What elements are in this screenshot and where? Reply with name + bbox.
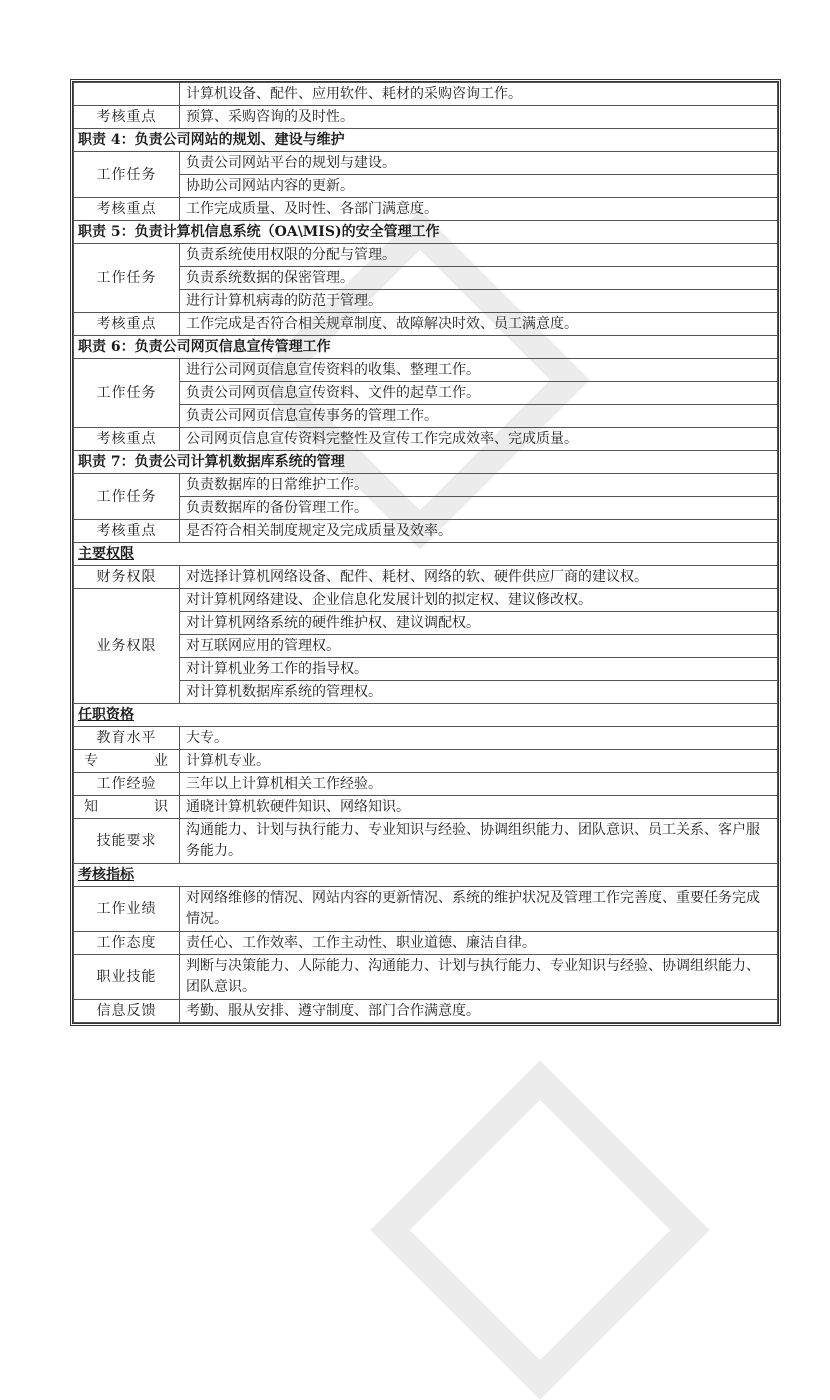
business-authority-item: 对互联网应用的管理权。	[180, 635, 778, 658]
duty-title: 职责 6：负责公司网页信息宣传管理工作	[74, 336, 778, 359]
section-heading-row	[74, 543, 778, 566]
table-row	[74, 106, 778, 129]
table-row	[74, 267, 778, 290]
duty-title: 职责 5：负责计算机信息系统（OA\MIS)的安全管理工作	[74, 221, 778, 244]
table-row	[74, 359, 778, 382]
table-row	[74, 313, 778, 336]
indicator-value: 考勤、服从安排、遵守制度、部门合作满意度。	[180, 1000, 778, 1023]
table-row	[74, 198, 778, 221]
table-row	[74, 681, 778, 704]
table-row	[74, 382, 778, 405]
table-row	[74, 658, 778, 681]
table-row	[74, 727, 778, 750]
indicator-label: 信息反馈	[74, 1000, 180, 1023]
duty-title-row	[74, 451, 778, 474]
task-cell: 计算机设备、配件、应用软件、耗材的采购咨询工作。	[180, 83, 778, 106]
task-cell: 负责公司网站平台的规划与建设。	[180, 152, 778, 175]
task-cell: 负责系统数据的保密管理。	[180, 267, 778, 290]
indicator-value: 判断与决策能力、人际能力、沟通能力、计划与执行能力、专业知识与经验、协调组织能力、团队意识。	[180, 955, 778, 1000]
business-authority-item: 对计算机业务工作的指导权。	[180, 658, 778, 681]
task-label: 工作任务	[74, 152, 180, 198]
table-row	[74, 887, 778, 932]
task-label: 工作任务	[74, 359, 180, 428]
indicator-label: 职业技能	[74, 955, 180, 1000]
table-row	[74, 819, 778, 864]
business-authority-item: 对计算机网络系统的硬件维护权、建议调配权。	[180, 612, 778, 635]
table-row	[74, 589, 778, 612]
focus-label: 考核重点	[74, 313, 180, 336]
finance-authority-label: 财务权限	[74, 566, 180, 589]
task-cell: 负责公司网页信息宣传事务的管理工作。	[180, 405, 778, 428]
table-row	[74, 932, 778, 955]
table-row	[74, 83, 778, 106]
focus-label: 考核重点	[74, 106, 180, 129]
task-cell: 进行公司网页信息宣传资料的收集、整理工作。	[180, 359, 778, 382]
duty-title-row	[74, 221, 778, 244]
qualification-value: 大专。	[180, 727, 778, 750]
task-cell: 进行计算机病毒的防范于管理。	[180, 290, 778, 313]
business-authority-item: 对计算机网络建设、企业信息化发展计划的拟定权、建议修改权。	[180, 589, 778, 612]
table-row	[74, 428, 778, 451]
task-cell: 负责数据库的日常维护工作。	[180, 474, 778, 497]
duty-title-row	[74, 336, 778, 359]
table-row	[74, 773, 778, 796]
indicator-value: 责任心、工作效率、工作主动性、职业道德、廉洁自律。	[180, 932, 778, 955]
table-row	[74, 520, 778, 543]
table-row	[74, 175, 778, 198]
qualification-label: 工作经验	[74, 773, 180, 796]
table-row	[74, 497, 778, 520]
section-heading-qualifications: 任职资格	[78, 707, 134, 723]
focus-label: 考核重点	[74, 428, 180, 451]
qualification-label: 教育水平	[74, 727, 180, 750]
table-row	[74, 635, 778, 658]
table-row	[74, 612, 778, 635]
focus-cell: 工作完成是否符合相关规章制度、故障解决时效、员工满意度。	[180, 313, 778, 336]
qualification-value: 三年以上计算机相关工作经验。	[180, 773, 778, 796]
section-heading-indicators: 考核指标	[78, 867, 134, 883]
table-row	[74, 244, 778, 267]
job-description-table	[70, 79, 781, 1026]
watermark-logo	[420, 1110, 660, 1350]
table-row	[74, 1000, 778, 1023]
qualification-label: 专业	[74, 750, 180, 773]
duty-title: 职责 7：负责公司计算机数据库系统的管理	[74, 451, 778, 474]
section-heading-row	[74, 864, 778, 887]
task-cell: 负责数据库的备份管理工作。	[180, 497, 778, 520]
task-cell: 负责公司网页信息宣传资料、文件的起草工作。	[180, 382, 778, 405]
focus-cell: 公司网页信息宣传资料完整性及宣传工作完成效率、完成质量。	[180, 428, 778, 451]
focus-cell: 工作完成质量、及时性、各部门满意度。	[180, 198, 778, 221]
table-row	[74, 290, 778, 313]
section-heading-authority: 主要权限	[78, 546, 134, 562]
task-cell: 协助公司网站内容的更新。	[180, 175, 778, 198]
focus-label: 考核重点	[74, 198, 180, 221]
qualification-value: 通晓计算机软硬件知识、网络知识。	[180, 796, 778, 819]
duty-title: 职责 4：负责公司网站的规划、建设与维护	[74, 129, 778, 152]
table-row	[74, 152, 778, 175]
task-label: 工作任务	[74, 244, 180, 313]
table-row	[74, 750, 778, 773]
qualification-value: 沟通能力、计划与执行能力、专业知识与经验、协调组织能力、团队意识、员工关系、客户服务能力。	[180, 819, 778, 864]
task-cell: 负责系统使用权限的分配与管理。	[180, 244, 778, 267]
business-authority-label: 业务权限	[74, 589, 180, 704]
table-row	[74, 796, 778, 819]
indicator-label: 工作态度	[74, 932, 180, 955]
focus-cell: 是否符合相关制度规定及完成质量及效率。	[180, 520, 778, 543]
indicator-label: 工作业绩	[74, 887, 180, 932]
qualification-value: 计算机专业。	[180, 750, 778, 773]
section-heading-row	[74, 704, 778, 727]
focus-cell: 预算、采购咨询的及时性。	[180, 106, 778, 129]
qualification-label: 知识	[74, 796, 180, 819]
table-row	[74, 955, 778, 1000]
task-label: 工作任务	[74, 474, 180, 520]
table-row	[74, 405, 778, 428]
business-authority-item: 对计算机数据库系统的管理权。	[180, 681, 778, 704]
table-row	[74, 474, 778, 497]
duty-title-row	[74, 129, 778, 152]
focus-label: 考核重点	[74, 520, 180, 543]
indicator-value: 对网络维修的情况、网站内容的更新情况、系统的维护状况及管理工作完善度、重要任务完成情况。	[180, 887, 778, 932]
qualification-label: 技能要求	[74, 819, 180, 864]
table-row	[74, 566, 778, 589]
empty-label-cell	[74, 83, 180, 106]
finance-authority-value: 对选择计算机网络设备、配件、耗材、网络的软、硬件供应厂商的建议权。	[180, 566, 778, 589]
